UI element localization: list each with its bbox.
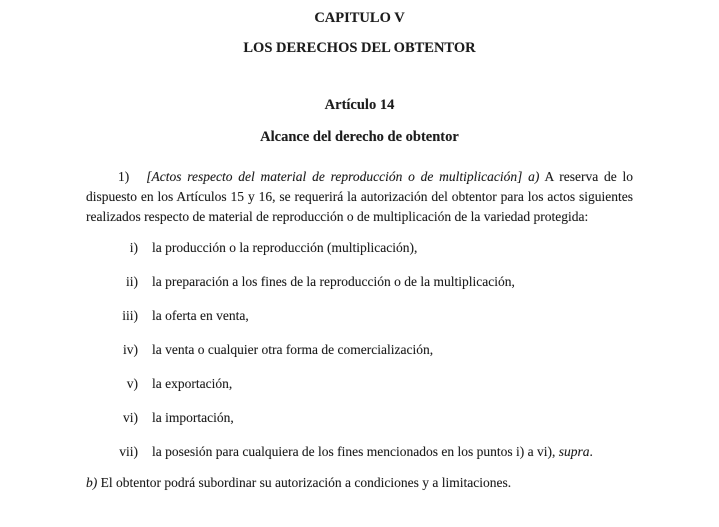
list-item-text: la exportación,	[152, 376, 233, 391]
paragraph-b-label: b)	[86, 475, 98, 490]
paragraph-b	[86, 473, 633, 493]
list-item-text: la producción o la reproducción (multiplicación),	[152, 240, 418, 255]
paragraph-1-text: A reserva de lo dispuesto en los Artículos 15 y 16, se requerirá la autorización del obtentor para los actos siguientes realizados respecto de material de reproducción o de multiplicación de la variedad protegida:	[86, 169, 633, 224]
chapter-subtitle: LOS DERECHOS DEL OBTENTOR	[243, 40, 476, 56]
article-subtitle: Alcance del derecho de obtentor	[260, 129, 459, 145]
list-item-text-main: la posesión para cualquiera de los fines mencionados en los puntos i) a vi),	[152, 444, 559, 459]
list-item-text: la preparación a los fines de la reproducción o de la multiplicación,	[152, 274, 515, 289]
list-item	[86, 272, 633, 292]
list-item-text	[152, 442, 593, 462]
list-item-numeral: vi)	[123, 410, 138, 425]
list-item-numeral: i)	[129, 240, 138, 255]
paragraph-1-subitem-label: a)	[528, 169, 540, 184]
list-item-numeral: vii)	[119, 444, 138, 459]
article-title: Artículo 14	[324, 97, 395, 113]
list-item	[86, 374, 633, 394]
acts-list	[86, 238, 633, 462]
list-item	[86, 442, 633, 462]
list-item-numeral: iii)	[122, 308, 138, 323]
list-item-numeral: v)	[126, 376, 138, 391]
paragraph-b-text: El obtentor podrá subordinar su autorización a condiciones y a limitaciones.	[100, 475, 512, 490]
list-item-text: la venta o cualquier otra forma de comercialización,	[152, 342, 434, 357]
list-item	[86, 408, 633, 428]
list-item	[86, 340, 633, 360]
paragraph-1	[86, 167, 633, 227]
paragraph-1-number: 1)	[118, 169, 130, 184]
paragraph-1-bracketed-heading: [Actos respecto del material de reproducción o de multiplicación]	[146, 169, 523, 184]
list-item-numeral: ii)	[126, 274, 138, 289]
list-item-text: la importación,	[152, 410, 234, 425]
list-item-text: la oferta en venta,	[152, 308, 249, 323]
list-item-numeral: iv)	[123, 342, 138, 357]
list-item-italic-term: supra	[558, 444, 590, 459]
list-item	[86, 238, 633, 258]
list-item-text-after: .	[589, 444, 593, 459]
list-item	[86, 306, 633, 326]
chapter-title: CAPITULO V	[314, 10, 405, 26]
